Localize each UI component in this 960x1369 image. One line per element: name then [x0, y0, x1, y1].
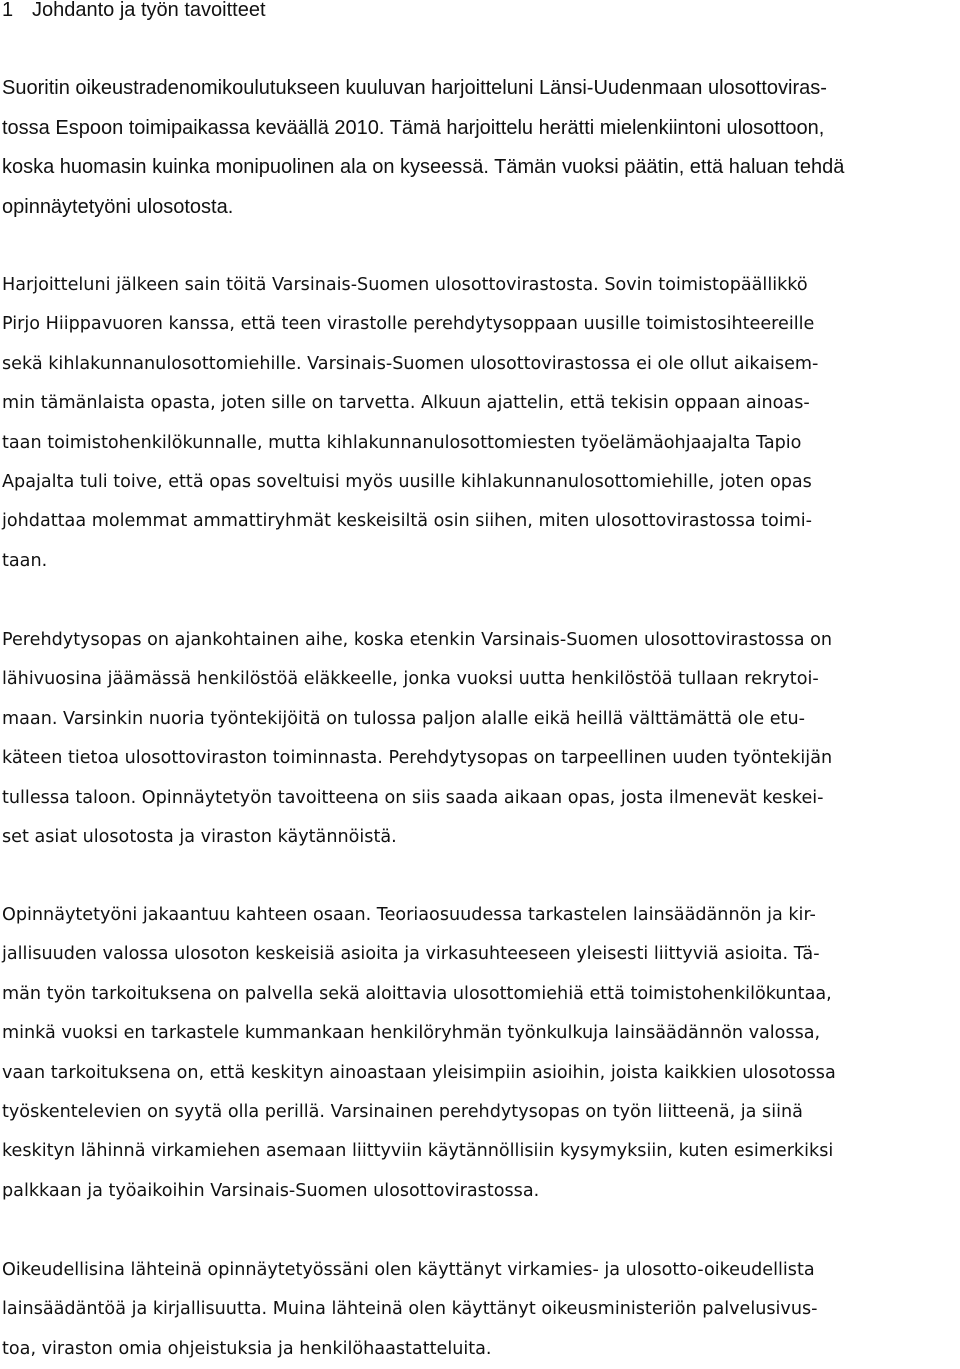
paragraph-line: työskentelevien on syytä olla perillä. Varsinainen perehdytysopas on työn liitteenä, ja siinä — [2, 1102, 803, 1123]
paragraph-line: män työn tarkoituksena on palvella sekä aloittavia ulosottomiehiä että toimistohenkilökuntaa, — [2, 983, 832, 1004]
section-number: 1 — [2, 0, 14, 21]
section-heading — [2, 0, 266, 26]
paragraph-line: käteen tietoa ulosottoviraston toiminnasta. Perehdytysopas on tarpeellinen uuden työntekijän — [2, 748, 833, 769]
paragraph-line: sekä kihlakunnanulosottomiehille. Varsinais-Suomen ulosottovirastossa ei ole ollut aikaisem- — [2, 353, 819, 374]
paragraph-line: set asiat ulosotosta ja viraston käytännöistä. — [2, 827, 397, 848]
paragraph-line: opinnäytetyöni ulosotosta. — [2, 195, 234, 218]
paragraph-line: palkkaan ja työaikoihin Varsinais-Suomen ulosottovirastossa. — [2, 1180, 540, 1201]
paragraph-line: Oikeudellisina lähteinä opinnäytetyössäni olen käyttänyt virkamies- ja ulosotto-oikeudellista — [2, 1260, 815, 1280]
paragraph-5 — [2, 1251, 818, 1369]
paragraph-line: Suoritin oikeustradenomikoulutukseen kuuluvan harjoitteluni Länsi-Uudenmaan ulosottoviras- — [2, 77, 827, 99]
paragraph-line: toa, viraston omia ohjeistuksia ja henkilöhaastatteluita. — [2, 1338, 492, 1359]
paragraph-1 — [2, 69, 844, 227]
paragraph-line: min tämänlaista opasta, joten sille on tarvetta. Alkuun ajattelin, että tekisin oppaan ainoas- — [2, 393, 810, 414]
paragraph-line: minkä vuoksi en tarkastele kummankaan henkilöryhmän työnkulkuja lainsäädännön valossa, — [2, 1023, 821, 1044]
paragraph-line: vaan tarkoituksena on, että keskityn ainoastaan yleisimpiin asioihin, joista kaikkien ulosotossa — [2, 1062, 836, 1083]
paragraph-line: Pirjo Hiippavuoren kanssa, että teen virastolle perehdytysoppaan uusille toimistosihteereille — [2, 314, 815, 335]
paragraph-3 — [2, 621, 832, 857]
paragraph-line: taan toimistohenkilökunnalle, mutta kihlakunnanulosottomiesten työelämäohjaajalta Tapio — [2, 432, 802, 453]
section-title: Johdanto ja työn tavoitteet — [32, 0, 266, 21]
paragraph-line: Opinnäytetyöni jakaantuu kahteen osaan. Teoriaosuudessa tarkastelen lainsäädännön ja kir- — [2, 905, 816, 925]
paragraph-line: tullessa taloon. Opinnäytetyön tavoitteena on siis saada aikaan opas, josta ilmenevät keskei- — [2, 787, 824, 808]
paragraph-line: tossa Espoon toimipaikassa keväällä 2010. Tämä harjoittelu herätti mielenkiintoni ulosottoon, — [2, 116, 825, 139]
paragraph-line: Harjoitteluni jälkeen sain töitä Varsinais-Suomen ulosottovirastosta. Sovin toimistopäällikkö — [2, 275, 808, 295]
paragraph-line: taan. — [2, 550, 48, 571]
paragraph-4 — [2, 896, 836, 1211]
paragraph-line: keskityn lähinnä virkamiehen asemaan liittyviin käytännöllisiin kysymyksiin, kuten esimerkiksi — [2, 1141, 834, 1162]
paragraph-line: Apajalta tuli toive, että opas soveltuisi myös uusille kihlakunnanulosottomiehille, joten opas — [2, 472, 812, 493]
paragraph-line: koska huomasin kuinka monipuolinen ala on kyseessä. Tämän vuoksi päätin, että haluan tehdä — [2, 156, 845, 178]
paragraph-line: Perehdytysopas on ajankohtainen aihe, koska etenkin Varsinais-Suomen ulosottovirastossa on — [2, 630, 833, 650]
paragraph-line: jallisuuden valossa ulosoton keskeisiä asioita ja virkasuhteeseen yleisesti liittyviä asioita. Tä- — [2, 944, 820, 965]
paragraph-line: lainsäädäntöä ja kirjallisuutta. Muina lähteinä olen käyttänyt oikeusministeriön palvelusivus- — [2, 1299, 818, 1320]
paragraph-2 — [2, 266, 818, 581]
paragraph-line: johdattaa molemmat ammattiryhmät keskeisiltä osin siihen, miten ulosottovirastossa toimi- — [2, 511, 813, 532]
paragraph-line: lähivuosina jäämässä henkilöstöä eläkkeelle, jonka vuoksi uutta henkilöstöä tullaan rekrytoi- — [2, 669, 819, 690]
paragraph-line: maan. Varsinkin nuoria työntekijöitä on tulossa paljon alalle eikä heillä välttämättä ole etu- — [2, 708, 805, 729]
